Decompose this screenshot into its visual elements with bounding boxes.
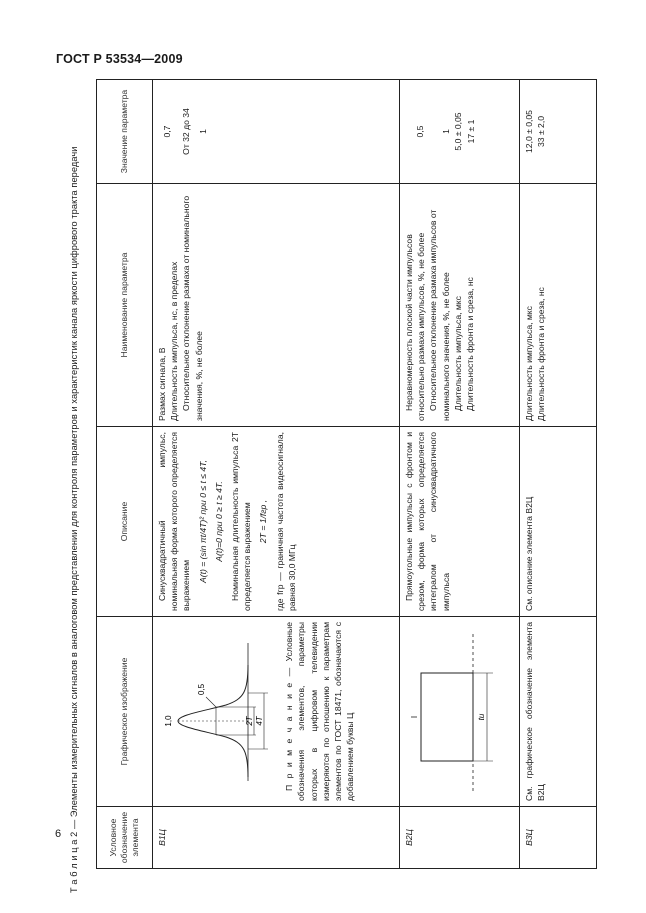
param-item: Длительность фронта и среза, нс [536, 287, 547, 421]
col-header-code: Условное обозначение элемента [97, 807, 153, 869]
sine-squared-pulse-figure [156, 623, 274, 801]
param-item: Относительное отклонение размаха импульсов от номинального значения, %, не более [428, 209, 451, 421]
desc-paragraph: Синусквадратичный импульс, номинальная форма которого определяется выражением [157, 432, 192, 611]
value-item: От 32 до 34 [181, 108, 192, 155]
value-cell [520, 80, 597, 184]
formula-2: A(t)=0 при 0 ≥ t ≥ 4T. [213, 481, 224, 562]
param-item: Длительность импульса, нс, в пределах [169, 261, 180, 421]
param-item: Длительность импульса, мкс [452, 296, 463, 411]
parameter-cell [153, 184, 400, 427]
parameter-cell [520, 184, 597, 427]
rectangular-pulse-figure [403, 623, 509, 801]
value-item: 17 ± 1 [465, 119, 476, 144]
description-cell [153, 427, 400, 617]
table-row-b2 [400, 80, 520, 869]
label-top: 1,0 [164, 715, 173, 727]
col-header-description: Описание [97, 427, 153, 617]
document-header: ГОСТ Р 53534—2009 [56, 52, 183, 66]
formula-3: 2T = 1/fгр , [258, 499, 269, 544]
col-header-drawing: Графическое изображение [97, 617, 153, 807]
value-cell [153, 80, 400, 184]
label-half: 0,5 [197, 683, 206, 695]
page-number: 6 [55, 828, 62, 840]
table-caption-prefix: Т а б л и ц а 2 [69, 831, 79, 893]
pulse-rectangle [421, 673, 473, 761]
param-item: Относительное отклонение размаха от номинального значения, %, не более [181, 195, 204, 421]
value-item: 1 [198, 129, 209, 134]
label-ti: tи [477, 713, 486, 721]
description-cell: См. описание элемента В2Ц [520, 427, 597, 617]
value-item: 0,5 [415, 125, 425, 138]
param-item: Неравномерность плоской части импульсов относительно размаха импульсов, %, не более [404, 232, 427, 421]
value-item: 5,0 ± 0,05 [453, 112, 464, 151]
param-item: Длительность импульса, мкс [524, 306, 534, 421]
desc-paragraph: где fгр — граничная частота видеосигнала, равная 30,0 МГц [274, 432, 297, 611]
table-caption [68, 80, 81, 893]
table-header-row [97, 80, 153, 869]
drawing-cell: См. графическое обозначение элемента В2Ц [520, 617, 597, 807]
table-caption-text: — Элементы измерительных сигналов в аналоговом представлении для контроля параметров и характеристик канала яркости цифрового тракта передачи [69, 146, 79, 832]
drawing-cell [153, 617, 400, 807]
value-item: 0,7 [162, 125, 172, 138]
parameter-cell [400, 184, 520, 427]
value-item: 12,0 ± 0,05 [524, 110, 534, 153]
col-header-value: Значение параметра [97, 80, 153, 184]
value-item: 33 ± 2,0 [536, 116, 547, 147]
param-item: Размах сигнала, В [157, 347, 167, 421]
table-row-b3 [520, 80, 597, 869]
element-code: В3Ц [520, 807, 597, 869]
description-cell: Прямоугольные импульсы с фронтом и срезом, форма которых определяется интегралом от синусквадратичного импульса [400, 427, 520, 617]
label-2t: 2T [245, 716, 254, 726]
rotated-table-page [68, 80, 598, 893]
value-item: 1 [441, 129, 452, 134]
element-code: В1Ц [153, 807, 400, 869]
signals-table [96, 79, 597, 869]
pulse-curve [178, 665, 248, 777]
table-row-b1 [153, 80, 400, 869]
col-header-parameter: Наименование параметра [97, 184, 153, 427]
drawing-note: П р и м е ч а н и е — Условные обозначения элементов, параметры которых в цифровом телевидении измеряются по отношению к параметрам элементов по ГОСТ 18471, обозначаются с добавлением буквы Ц [284, 622, 356, 801]
label-4t: 4T [255, 716, 264, 726]
param-item: Длительность фронта и среза, нс [465, 277, 476, 411]
element-code: В2Ц [400, 807, 520, 869]
value-cell [400, 80, 520, 184]
half-leader [206, 697, 216, 707]
drawing-cell [400, 617, 520, 807]
desc-paragraph: Номинальная длительность импульса 2T определяется выражением [230, 432, 253, 611]
formula-1: A(t) = (sin πt/4T)² при 0 ≤ t ≤ 4T, [197, 460, 208, 583]
